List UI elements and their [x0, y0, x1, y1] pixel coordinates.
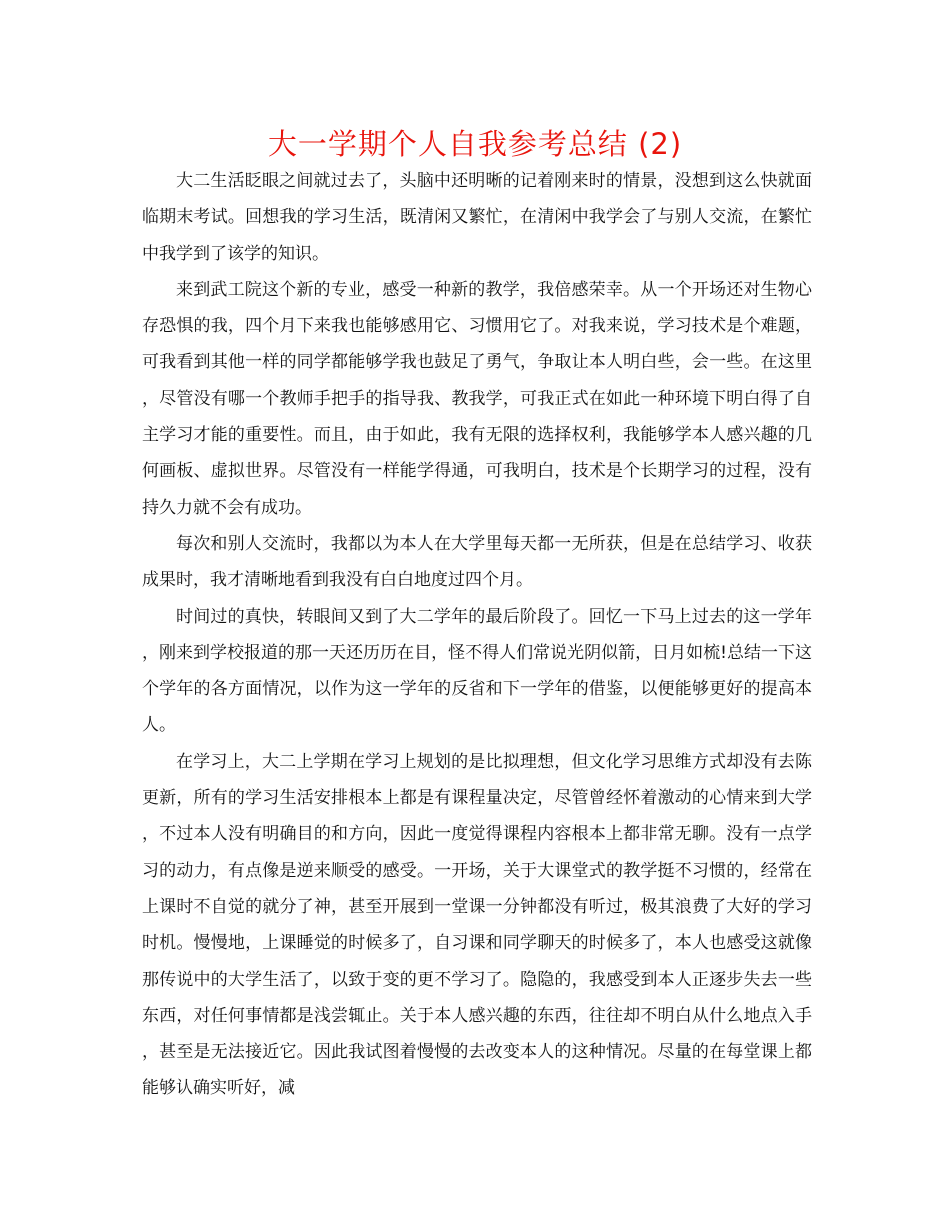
document-title: 大一学期个人自我参考总结 (2): [267, 127, 683, 161]
paragraph-4: 时间过的真快，转眼间又到了大二学年的最后阶段了。回忆一下马上过去的这一学年，刚来到学校报道的那一天还历历在目，怪不得人们常说光阴似箭，日月如梳!总结一下这个学年的各方面情况，以作为这一学年的反省和下一学年的借鉴，以便能够更好的提高本人。: [142, 606, 812, 736]
paragraph-2: 来到武工院这个新的专业，感受一种新的教学，我倍感荣幸。从一个开场还对生物心存恐惧的我，四个月下来我也能够感用它、习惯用它了。对我来说，学习技术是个难题，可我看到其他一样的同学都能够学我也鼓足了勇气，争取让本人明白些，会一些。在这里，尽管没有哪一个教师手把手的指导我、教我学，可我正式在如此一种环境下明白得了自主学习才能的重要性。而且，由于如此，我有无限的选择权利，我能够学本人感兴趣的几何画板、虚拟世界。尽管没有一样能学得通，可我明白，技术是个长期学习的过程，没有持久力就不会有成功。: [142, 279, 812, 518]
paragraph-5: 在学习上，大二上学期在学习上规划的是比拟理想，但文化学习思维方式却没有去陈更新，所有的学习生活安排根本上都是有课程量决定，尽管曾经怀着激动的心情来到大学，不过本人没有明确目的和方向，因此一度觉得课程内容根本上都非常无聊。没有一点学习的动力，有点像是逆来顺受的感受。一开场，关于大课堂式的教学挺不习惯的，经常在上课时不自觉的就分了神，甚至开展到一堂课一分钟都没有听过，极其浪费了大好的学习时机。慢慢地，上课睡觉的时候多了，自习课和同学聊天的时候多了，本人也感受这就像那传说中的大学生活了，以致于变的更不学习了。隐隐的，我感受到本人正逐步失去一些东西，对任何事情都是浅尝辄止。关于本人感兴趣的东西，往往却不明白从什么地点入手，甚至是无法接近它。因此我试图着慢慢的去改变本人的这种情况。尽量的在每堂课上都能够认确实听好，减: [142, 751, 812, 1099]
paragraph-1: 大二生活眨眼之间就过去了，头脑中还明晰的记着刚来时的情景，没想到这么快就面临期末考试。回想我的学习生活，既清闲又繁忙，在清闲中我学会了与别人交流，在繁忙中我学到了该学的知识。: [142, 171, 812, 264]
document-body: [142, 163, 812, 1107]
paragraph-3: 每次和别人交流时，我都以为本人在大学里每天都一无所获，但是在总结学习、收获成果时，我才清晰地看到我没有白白地度过四个月。: [142, 533, 812, 591]
